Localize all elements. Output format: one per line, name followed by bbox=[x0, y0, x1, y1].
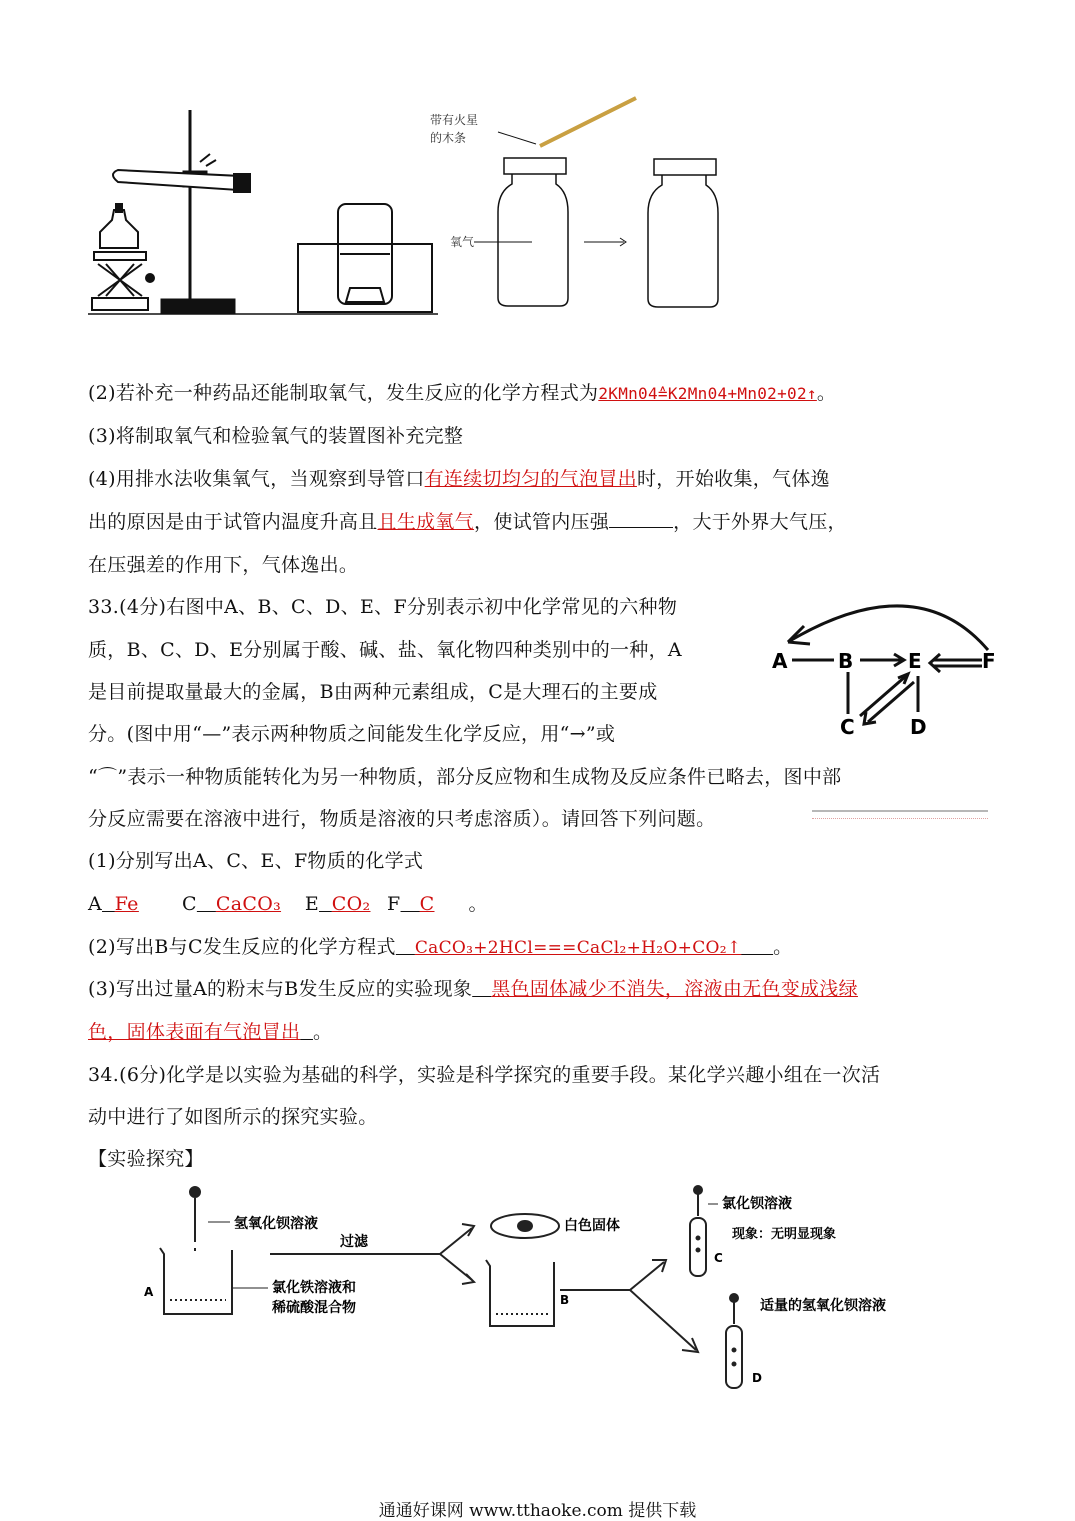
q33-answers-formulas: A Fe C CaCO₃ E CO₂ F C 。 bbox=[88, 893, 488, 915]
answer-F: C bbox=[419, 893, 435, 915]
q33-line3: 是目前提取量最大的金属，B由两种元素组成，C是大理石的主要成 bbox=[88, 681, 658, 703]
splint-label-2: 的木条 bbox=[430, 131, 467, 145]
experiment-figure bbox=[140, 1180, 960, 1400]
label-bacl2: 氯化钡溶液 bbox=[722, 1196, 792, 1212]
answer-C: CaCO₃ bbox=[215, 893, 282, 915]
q33-sub3-cont: 色，固体表面有气泡冒出 。 bbox=[88, 1021, 333, 1043]
q32-part3: (3)将制取氧气和检验氧气的装置图补充完整 bbox=[88, 425, 464, 447]
pressure-blank bbox=[609, 509, 673, 528]
water-trough bbox=[298, 204, 432, 312]
label-ba-oh: 氢氧化钡溶液 bbox=[234, 1216, 318, 1232]
q32-part2: (2)若补充一种药品还能制取氧气，发生反应的化学方程式为2KMn04≙K2Mn04+Mn02+02↑。 bbox=[88, 382, 837, 404]
q33-line6: 分反应需要在溶液中进行，物质是溶液的只考虑溶质）。请回答下列问题。 bbox=[88, 808, 716, 830]
node-B: B bbox=[838, 649, 854, 673]
q32-answer-oxygen: 且生成氧气 bbox=[377, 511, 475, 533]
lab-jack-lamp bbox=[92, 204, 154, 310]
answer-A: Fe bbox=[114, 893, 139, 915]
q32-part4-line1: (4)用排水法收集氧气，当观察到导管口有连续切均匀的气泡冒出时，开始收集，气体逸 bbox=[88, 468, 830, 490]
gas-jar-2-svg bbox=[640, 155, 740, 315]
q32-part4-line3: 在压强差的作用下，气体逸出。 bbox=[88, 554, 359, 576]
q33-sub2: (2)写出B与C发生反应的化学方程式 CaCO₃+2HCl===CaCl₂+H₂O+CO₂↑ 。 bbox=[88, 936, 793, 958]
label-filter: 过滤 bbox=[340, 1234, 368, 1250]
node-C: C bbox=[840, 715, 855, 739]
splint-label: 带有火星 bbox=[430, 113, 479, 127]
node-D: D bbox=[910, 715, 927, 739]
answer-E: CO₂ bbox=[331, 893, 371, 915]
label-observation: 现象：无明显现象 bbox=[732, 1227, 837, 1242]
label-C: C bbox=[714, 1251, 723, 1265]
page-footer: 通通好课网 www.tthaoke.com 提供下载 bbox=[378, 1501, 697, 1521]
gas-jar-1 bbox=[498, 158, 568, 306]
test-tube bbox=[113, 170, 250, 192]
node-F: F bbox=[982, 649, 996, 673]
label-white-solid: 白色固体 bbox=[564, 1218, 620, 1234]
node-E: E bbox=[908, 649, 922, 673]
answer-equation-BC: CaCO₃+2HCl===CaCl₂+H₂O+CO₂↑ bbox=[414, 938, 742, 958]
q33-line5: “⌒”表示一种物质能转化为另一种物质，部分反应物和生成物及反应条件已略去，图中部 bbox=[88, 766, 842, 788]
q32-answer-bubbles: 有连续切均匀的气泡冒出 bbox=[424, 468, 637, 490]
q34-line1: 34.(6分)化学是以实验为基础的科学，实验是科学探究的重要手段。某化学兴趣小组在一次活 bbox=[88, 1064, 881, 1086]
oxygen-label: 氧气 bbox=[450, 235, 475, 249]
q33-line4: 分。(图中用“—”表示两种物质之间能发生化学反应，用“→”或 bbox=[88, 723, 616, 745]
node-A: A bbox=[772, 649, 788, 673]
label-ba-oh-2: 适量的氢氧化钡溶液 bbox=[760, 1298, 886, 1314]
q32-answer-equation: 2KMn04≙K2Mn04+Mn02+02↑ bbox=[598, 384, 817, 403]
scribble-mark bbox=[812, 810, 988, 819]
q34-heading: 【实验探究】 bbox=[88, 1148, 204, 1170]
q34-line2: 动中进行了如图所示的探究实验。 bbox=[88, 1106, 378, 1128]
q32-part4-line2: 出的原因是由于试管内温度升高且且生成氧气，使试管内压强 ，大于外界大气压， bbox=[88, 511, 847, 533]
label-B: B bbox=[560, 1293, 570, 1307]
reaction-diagram bbox=[766, 586, 1006, 746]
label-mix-1: 氯化铁溶液和 bbox=[272, 1280, 356, 1296]
answer-phenomenon-2: 色，固体表面有气泡冒出 bbox=[88, 1021, 301, 1043]
answer-phenomenon-1: 黑色固体减少不消失，溶液由无色变成浅绿 bbox=[491, 978, 858, 1000]
label-A: A bbox=[144, 1285, 154, 1299]
glowing-splint bbox=[540, 98, 636, 146]
q33-line1: 33.(4分)右图中A、B、C、D、E、F分别表示初中化学常见的六种物 bbox=[88, 596, 678, 618]
q33-line2: 质，B、C、D、E分别属于酸、碱、盐、氧化物四种类别中的一种，A bbox=[88, 639, 682, 661]
q33-sub1: (1)分别写出A、C、E、F物质的化学式 bbox=[88, 850, 424, 872]
label-D: D bbox=[752, 1371, 762, 1385]
label-mix-2: 稀硫酸混合物 bbox=[272, 1300, 356, 1316]
oxygen-apparatus-figure bbox=[88, 92, 648, 322]
iron-stand bbox=[162, 110, 234, 312]
q33-sub3: (3)写出过量A的粉末与B发生反应的实验现象 黑色固体减少不消失，溶液由无色变成浅绿 bbox=[88, 978, 858, 1000]
